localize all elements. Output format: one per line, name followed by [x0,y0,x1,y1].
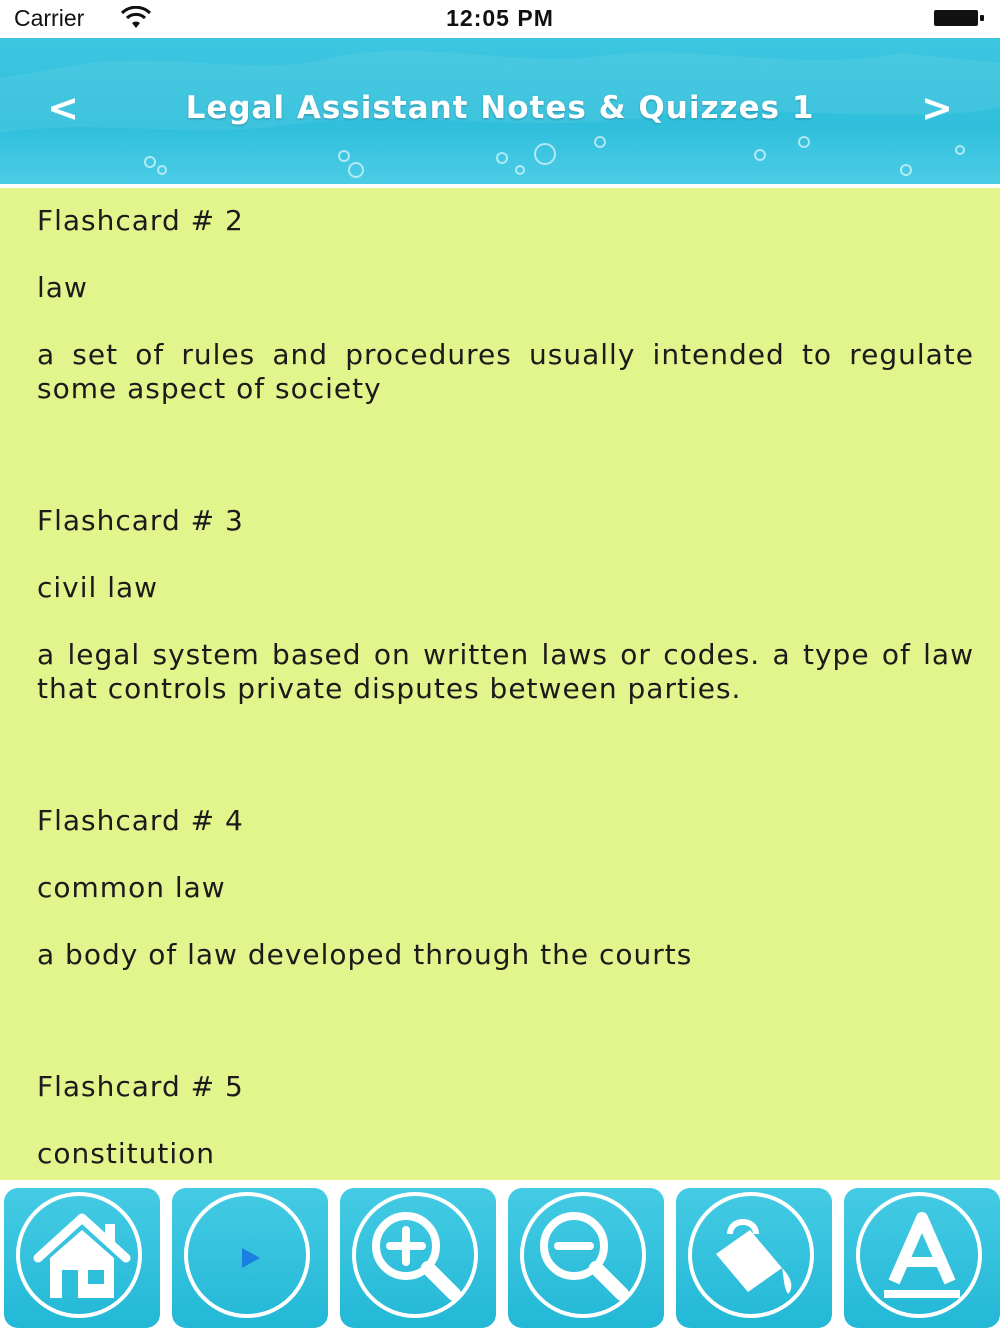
home-button[interactable] [4,1188,160,1328]
flashcard-heading: Flashcard # 3 [37,504,244,537]
status-time: 12:05 PM [446,5,554,31]
flashcard-item [37,1070,974,1171]
carrier-label: Carrier [14,5,85,31]
home-icon [4,1188,160,1328]
flashcard-item [37,504,974,706]
flashcard-list[interactable] [0,188,1000,1180]
theme-color-button[interactable] [676,1188,832,1328]
zoom-out-button[interactable] [508,1188,664,1328]
zoom-in-icon [340,1188,496,1328]
flashcard-heading: Flashcard # 4 [37,804,244,837]
flashcard-heading: Flashcard # 5 [37,1070,244,1103]
nav-bar [0,38,1000,184]
previous-button[interactable]: < [47,86,79,130]
font-size-button[interactable] [844,1188,1000,1328]
status-bar [0,0,1000,38]
play-button[interactable] [172,1188,328,1328]
play-icon [172,1188,328,1328]
battery-icon [934,10,984,26]
flashcard-term: law [37,271,88,304]
paint-bucket-icon [676,1188,832,1328]
font-icon [844,1188,1000,1328]
flashcard-term: civil law [37,571,159,604]
flashcard-term: constitution [37,1137,215,1170]
flashcard-heading: Flashcard # 2 [37,204,244,237]
page-title: Legal Assistant Notes & Quizzes 1 [185,90,815,126]
flashcard-definition: a body of law developed through the courts [37,938,693,971]
flashcard-definition: a legal system based on written laws or codes. a type of law that controls private disputes between parties. [37,638,974,705]
flashcard-item [37,804,974,972]
zoom-out-icon [508,1188,664,1328]
next-button[interactable]: > [921,86,953,130]
flashcard-term: common law [37,871,226,904]
flashcard-item [37,204,974,406]
bottom-toolbar [0,1180,1000,1334]
flashcard-definition: a set of rules and procedures usually intended to regulate some aspect of society [37,338,974,405]
zoom-in-button[interactable] [340,1188,496,1328]
